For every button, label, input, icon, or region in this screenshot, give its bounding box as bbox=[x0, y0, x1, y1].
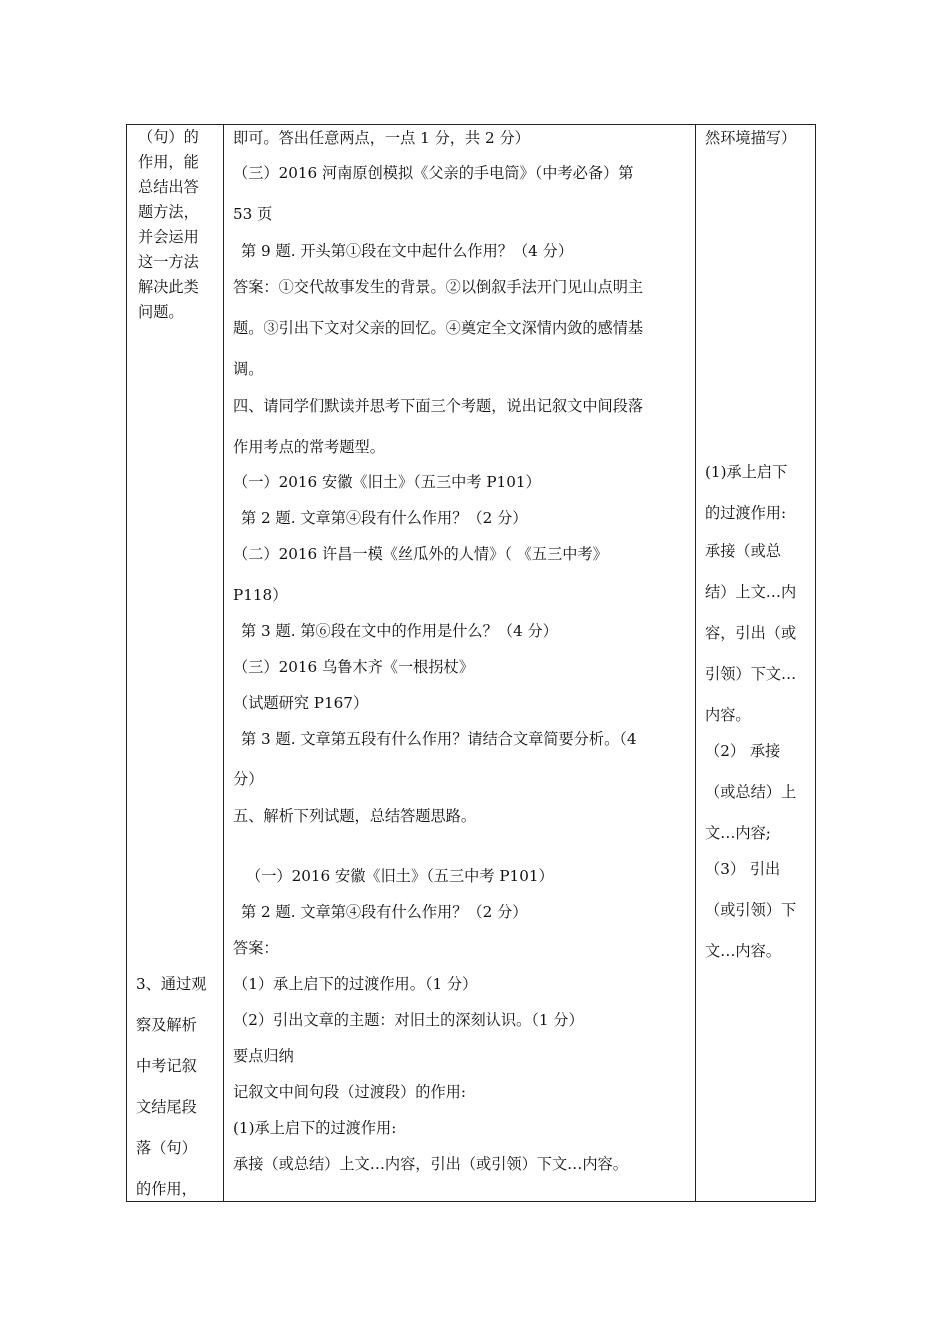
answer-line: （1）承上启下的过渡作用。（1 分） bbox=[233, 975, 478, 993]
note-line: 的过渡作用: bbox=[705, 504, 787, 522]
objective-line: 总结出答 bbox=[138, 178, 199, 196]
note-line: 容，引出（或 bbox=[705, 624, 797, 642]
answer-label: 答案： bbox=[233, 939, 279, 957]
summary-line: 承接（或总结）上文…内容，引出（或引领）下文…内容。 bbox=[233, 1155, 628, 1173]
answer-line: 调。 bbox=[233, 360, 264, 378]
column-divider-right bbox=[695, 125, 696, 1201]
note-line: 内容。 bbox=[705, 706, 751, 724]
objective-line: 中考记叙 bbox=[136, 1057, 197, 1075]
content-line: 分） bbox=[233, 770, 264, 788]
question-line: 第 2 题. 文章第④段有什么作用？（2 分） bbox=[241, 903, 528, 921]
content-line: （三）2016 河南原创模拟《父亲的手电筒》（中考必备）第 bbox=[233, 164, 634, 182]
note-line: （3） 引出 bbox=[705, 860, 781, 878]
note-line: 结）上文…内 bbox=[705, 583, 797, 601]
answer-line: 题。③引出下文对父亲的回忆。④奠定全文深情内敛的感情基 bbox=[233, 319, 644, 337]
note-line: 文…内容; bbox=[705, 824, 771, 842]
question-line: 第 3 题. 文章第五段有什么作用？请结合文章简要分析。（4 bbox=[241, 730, 637, 748]
objective-line: 文结尾段 bbox=[136, 1098, 197, 1116]
note-line: 承接（或总 bbox=[705, 542, 781, 560]
summary-line: 记叙文中间句段（过渡段）的作用: bbox=[233, 1083, 466, 1101]
content-line: （二）2016 许昌一模《丝瓜外的人情》（ 《五三中考》 bbox=[233, 545, 608, 563]
objective-line: 问题。 bbox=[138, 303, 184, 321]
content-line: 53 页 bbox=[233, 205, 273, 223]
note-line: (1)承上启下 bbox=[705, 463, 788, 481]
question-line: 第 9 题. 开头第①段在文中起什么作用？（4 分） bbox=[241, 242, 574, 260]
objective-line: 并会运用 bbox=[138, 228, 199, 246]
question-line: 第 3 题. 第⑥段在文中的作用是什么？（4 分） bbox=[241, 622, 558, 640]
objective-line: 题方法， bbox=[138, 203, 199, 221]
question-line: 第 2 题. 文章第④段有什么作用？（2 分） bbox=[241, 509, 528, 527]
objective-line: 3、通过观 bbox=[136, 975, 207, 993]
column-divider-left bbox=[223, 125, 224, 1201]
section-heading: 四、请同学们默读并思考下面三个考题，说出记叙文中间段落 bbox=[233, 397, 644, 415]
content-line: （一）2016 安徽《旧土》（五三中考 P101） bbox=[246, 867, 554, 885]
answer-line: （2）引出文章的主题：对旧土的深刻认识。（1 分） bbox=[233, 1011, 584, 1029]
note-line: （2） 承接 bbox=[705, 742, 781, 760]
objective-line: （句）的 bbox=[138, 128, 199, 146]
content-line: （试题研究 P167） bbox=[233, 694, 369, 712]
note-line: （或引领）下 bbox=[705, 901, 797, 919]
summary-line: (1)承上启下的过渡作用: bbox=[233, 1119, 397, 1137]
note-line: （或总结）上 bbox=[705, 783, 797, 801]
section-heading: 五、解析下列试题，总结答题思路。 bbox=[233, 807, 476, 825]
content-line: （一）2016 安徽《旧土》（五三中考 P101） bbox=[233, 473, 541, 491]
objective-line: 这一方法 bbox=[138, 253, 199, 271]
note-line: 然环境描写） bbox=[705, 129, 797, 147]
answer-line: 答案：①交代故事发生的背景。②以倒叙手法开门见山点明主 bbox=[233, 278, 644, 296]
objective-line: 的作用， bbox=[136, 1180, 197, 1198]
objective-line: 落（句） bbox=[136, 1139, 197, 1157]
objective-line: 察及解析 bbox=[136, 1016, 197, 1034]
note-line: 引领）下文… bbox=[705, 665, 797, 683]
objective-line: 解决此类 bbox=[138, 278, 199, 296]
content-line: （三）2016 乌鲁木齐《一根拐杖》 bbox=[233, 658, 474, 676]
summary-heading: 要点归纳 bbox=[233, 1047, 294, 1065]
content-line: P118） bbox=[233, 586, 288, 604]
objective-line: 作用，能 bbox=[138, 153, 199, 171]
section-heading: 作用考点的常考题型。 bbox=[233, 438, 385, 456]
note-line: 文…内容。 bbox=[705, 942, 781, 960]
content-line: 即可。答出任意两点，一点 1 分，共 2 分） bbox=[233, 129, 530, 147]
